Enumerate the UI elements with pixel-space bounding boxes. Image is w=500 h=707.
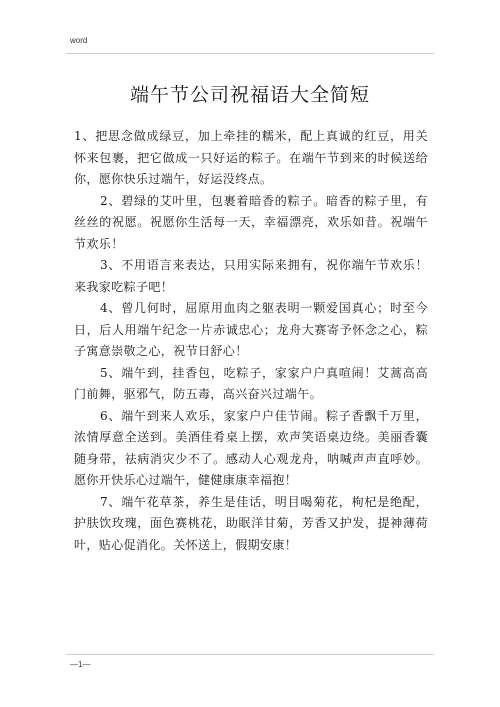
header-label: word — [70, 36, 88, 45]
document-title: 端午节公司祝福语大全简短 — [129, 84, 370, 106]
paragraph-5: 5、端午到，挂香包，吃粽子，家家户户真喧闹！艾蒿高高门前舞，驱邪气，防五毒，高兴奋兴过端午。 — [74, 365, 428, 401]
paragraph-2: 2、碧绿的艾叶里，包裹着暗香的粽子。暗香的粽子里，有丝丝的祝愿。祝愿你生活每一天，幸福漂亮，欢乐如昔。祝端午节欢乐！ — [74, 193, 428, 251]
header-divider — [66, 53, 434, 54]
paragraph-7: 7、端午花草茶，养生是佳话，明目喝菊花，枸杞是绝配，护肤饮玫瑰，面色赛桃花，助眠洋甘菊，芳香又护发，提神薄荷叶，贴心促消化。关怀送上，假期安康！ — [74, 494, 428, 552]
document-body — [74, 126, 428, 556]
paragraph-4: 4、曾几何时，屈原用血肉之躯表明一颗爱国真心；时至今日，后人用端午纪念一片赤诚忠心；龙舟大赛寄予怀念之心，粽子寓意崇敬之心，祝节日舒心！ — [74, 301, 428, 358]
footer-divider — [66, 654, 434, 655]
paragraph-1: 1、把思念做成绿豆，加上牵挂的糯米，配上真诚的红豆，用关怀来包裹，把它做成一只好运的粽子。在端午节到来的时候送给你，愿你快乐过端午，好运没终点。 — [74, 129, 428, 186]
paragraph-6: 6、端午到来人欢乐，家家户户佳节闹。粽子香飘千万里，浓情厚意全送到。美酒佳肴桌上摆，欢声笑语桌边绕。美丽香囊随身带，祛病消灾少不了。感动人心观龙舟，呐喊声声直呼妙。愿你开快乐心过端午，健健康康幸福抱！ — [74, 408, 428, 487]
page-number: —1— — [70, 660, 91, 669]
paragraph-3: 3、不用语言来表达，只用实际来拥有，祝你端午节欢乐！来我家吃粽子吧！ — [74, 258, 428, 294]
